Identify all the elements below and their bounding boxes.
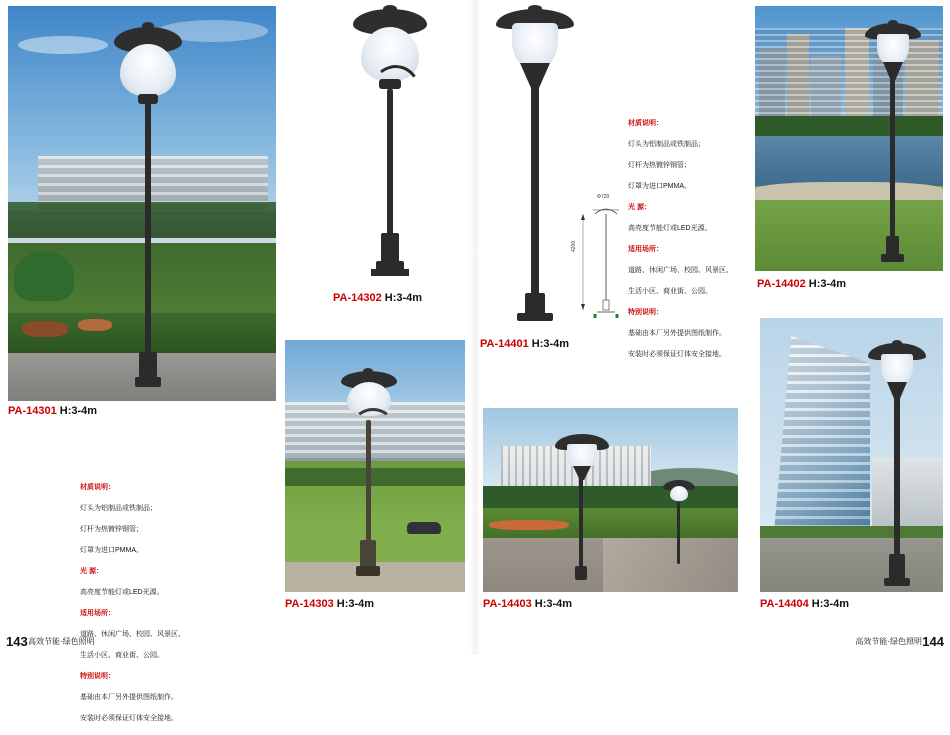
caption-pa14401 xyxy=(480,338,569,350)
spec-right-line-7: 适用场所： xyxy=(628,245,663,253)
spec-right-line-12: 安装时必须保证灯体安全接地。 xyxy=(628,350,726,358)
technical-drawing xyxy=(571,194,635,320)
product-height: H:3-4m xyxy=(384,292,423,304)
spec-right-line-1: 材质说明： xyxy=(628,119,663,127)
lamp-illustration-pa14301 xyxy=(108,22,188,392)
spec-left-line-4: 灯罩为进口PMMA。 xyxy=(80,546,143,554)
spec-text-left xyxy=(80,472,260,735)
spec-right-line-4: 灯罩为进口PMMA。 xyxy=(628,182,691,190)
spec-right-line-10: 特别说明： xyxy=(628,308,663,316)
product-height: H:3-4m xyxy=(534,598,573,610)
caption-pa14402 xyxy=(757,278,846,290)
page-number-right: 144 xyxy=(922,634,944,649)
product-photo-pa14402 xyxy=(755,6,943,271)
caption-pa14301 xyxy=(8,405,97,417)
caption-pa14302 xyxy=(333,292,422,304)
product-code: PA-14404 xyxy=(760,598,809,610)
spec-left-line-10: 特别说明： xyxy=(80,672,115,680)
product-code: PA-14302 xyxy=(333,292,382,304)
technical-drawing-diameter: Φ720 xyxy=(597,194,610,200)
product-height: H:3-4m xyxy=(59,405,98,417)
spec-left-line-1: 材质说明： xyxy=(80,483,115,491)
page-gutter xyxy=(470,0,480,655)
product-photo-pa14301 xyxy=(8,6,276,401)
technical-drawing-height: 4200 xyxy=(571,240,577,252)
lamp-illustration-pa14404 xyxy=(866,340,928,588)
spec-right-line-5: 光 源： xyxy=(628,203,651,211)
spec-right-line-6: 高亮度节能灯或LED光源。 xyxy=(628,224,712,232)
spec-left-line-9: 生活小区、商业街、公园。 xyxy=(80,651,164,659)
lamp-illustration-pa14403-secondary xyxy=(661,478,697,570)
product-code: PA-14402 xyxy=(757,278,806,290)
lamp-illustration-pa14402 xyxy=(863,20,923,266)
page-number-left: 143 xyxy=(6,634,28,649)
lamp-illustration-pa14401 xyxy=(490,5,580,325)
product-height: H:3-4m xyxy=(336,598,375,610)
spec-right-line-8: 道路、休闲广场、校园、风景区、 xyxy=(628,266,733,274)
spec-left-line-11: 基础由本厂另外提供图纸制作。 xyxy=(80,693,178,701)
product-code: PA-14401 xyxy=(480,338,529,350)
product-height: H:3-4m xyxy=(531,338,570,350)
footer-brand-left: 高效节能·绿色照明 xyxy=(28,637,95,646)
product-photo-pa14403 xyxy=(483,408,738,592)
spec-left-line-7: 适用场所： xyxy=(80,609,115,617)
product-code: PA-14403 xyxy=(483,598,532,610)
spec-right-line-3: 灯杆为热镀锌钢管； xyxy=(628,161,691,169)
product-photo-pa14404 xyxy=(760,318,943,592)
spec-right-line-9: 生活小区、商业街、公园。 xyxy=(628,287,712,295)
technical-drawing-svg xyxy=(575,200,635,320)
spec-left-line-5: 光 源： xyxy=(80,567,103,575)
lamp-illustration-pa14303 xyxy=(333,368,403,586)
spec-left-line-2: 灯头为铝制品或铁制品； xyxy=(80,504,157,512)
spec-left-line-6: 高亮度节能灯或LED光源。 xyxy=(80,588,164,596)
spec-left-line-3: 灯杆为热镀锌钢管； xyxy=(80,525,143,533)
caption-pa14404 xyxy=(760,598,849,610)
lamp-illustration-pa14302 xyxy=(345,5,435,285)
spec-right-line-11: 基础由本厂另外提供图纸制作。 xyxy=(628,329,726,337)
footer-brand-right: 高效节能·绿色照明 xyxy=(855,637,922,646)
product-height: H:3-4m xyxy=(811,598,850,610)
footer xyxy=(0,629,950,655)
spec-left-line-8: 道路、休闲广场、校园、风景区、 xyxy=(80,630,185,638)
spec-left-line-12: 安装时必须保证灯体安全接地。 xyxy=(80,714,178,722)
product-photo-pa14303 xyxy=(285,340,465,592)
product-height: H:3-4m xyxy=(808,278,847,290)
product-code: PA-14301 xyxy=(8,405,57,417)
caption-pa14303 xyxy=(285,598,374,610)
caption-pa14403 xyxy=(483,598,572,610)
product-code: PA-14303 xyxy=(285,598,334,610)
spec-right-line-2: 灯头为铝制品或铁制品； xyxy=(628,140,705,148)
lamp-illustration-pa14403 xyxy=(553,432,613,582)
